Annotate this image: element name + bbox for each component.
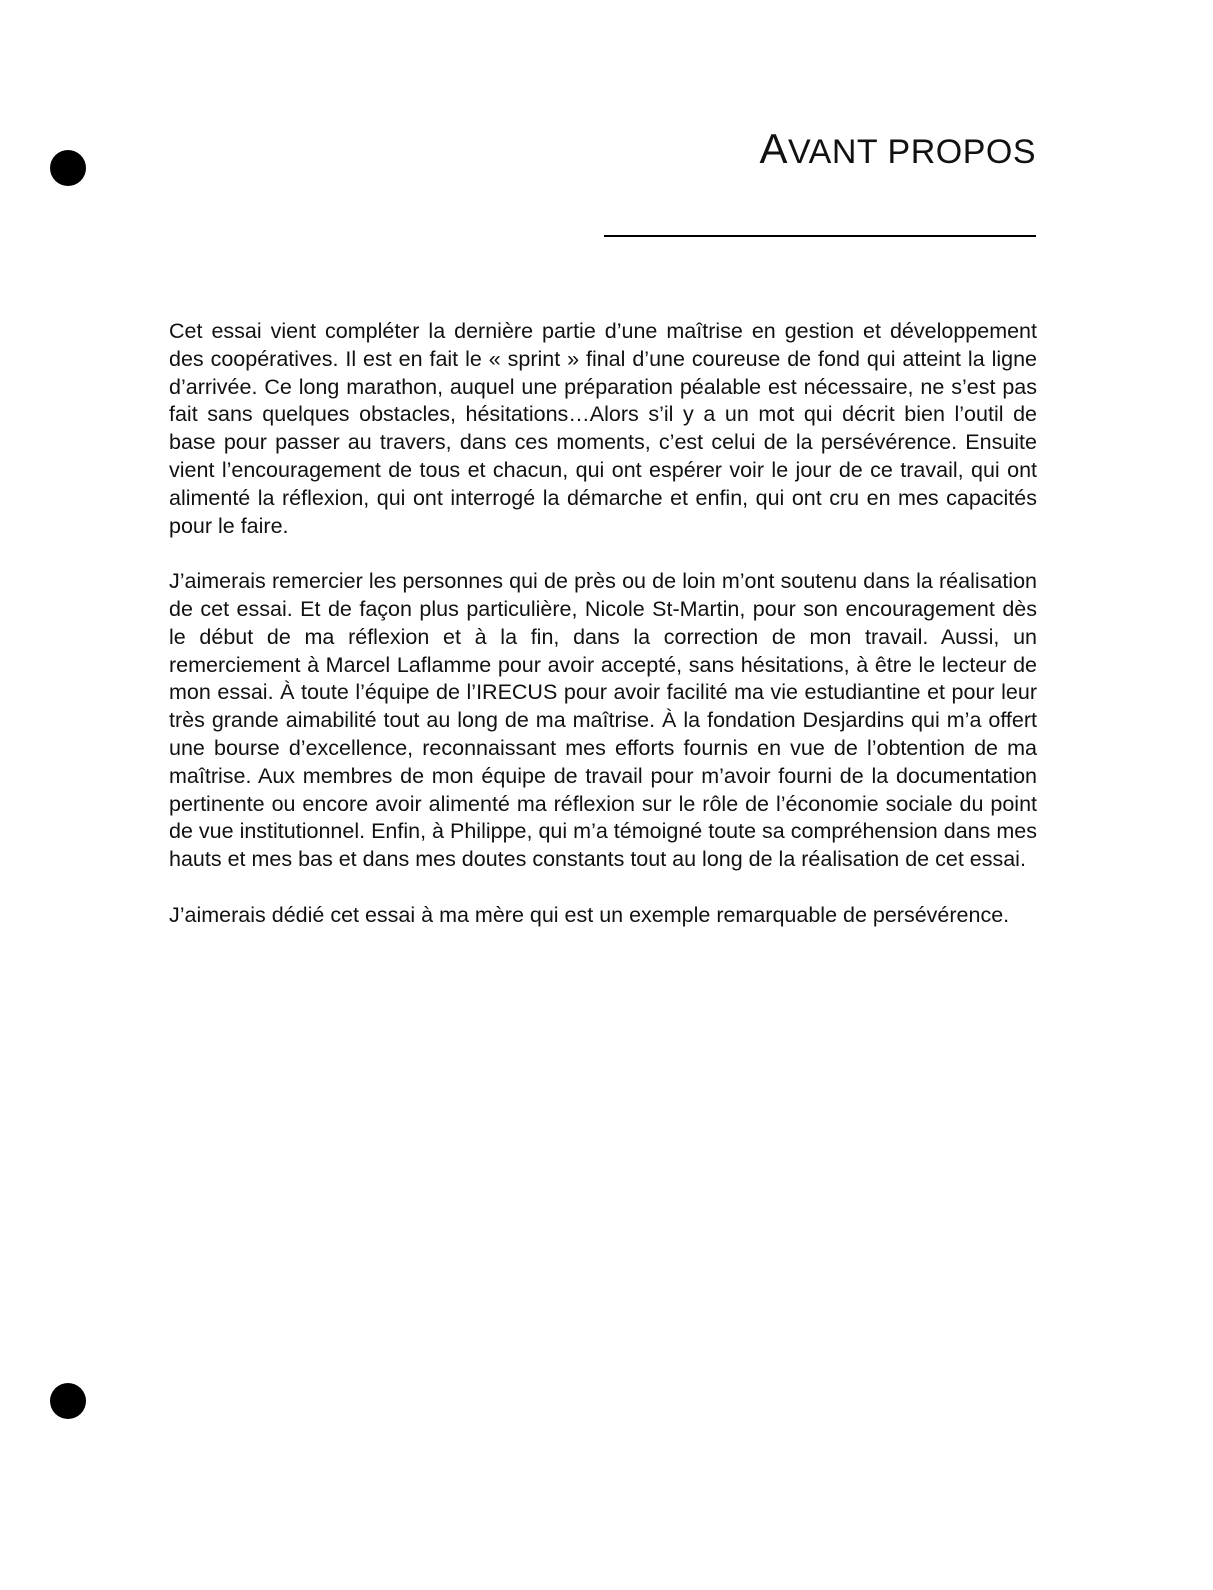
paragraph-acknowledgements: J’aimerais remercier les personnes qui de près ou de loin m’ont soutenu dans la réalisation de cet essai. Et de façon plus particulière, Nicole St-Martin, pour son encouragement dès le début de ma réflexion et à la fin, dans la correction de mon travail. Aussi, un remerciement à Marcel Laflamme pour avoir accepté, sans hésitations, à être le lecteur de mon essai. À toute l’équipe de l’IRECUS pour avoir facilité ma vie estudiantine et pour leur très grande aimabilité tout au long de ma maîtrise. À la fondation Desjardins qui m’a offert une bourse d’excellence, reconnaissant mes efforts fournis en vue de l’obtention de ma maîtrise. Aux membres de mon équipe de travail pour m’avoir fourni de la documentation pertinente ou encore avoir alimenté ma réflexion sur le rôle de l’économie sociale du point de vue institutionnel. Enfin, à Philippe, qui m’a témoigné toute sa compréhension dans mes hauts et mes bas et dans mes doutes constants tout au long de la réalisation de cet essai. (169, 569, 1037, 872)
paragraph-dedication: J’aimerais dédié cet essai à ma mère qui est un exemple remarquable de persévérence. (169, 902, 1010, 927)
binder-hole-bottom (50, 1383, 86, 1419)
page-title-rest: VANT PROPOS (788, 133, 1036, 171)
body-text (169, 318, 1037, 957)
binder-hole-top (50, 150, 86, 186)
page-title-first-letter: A (759, 125, 789, 172)
page-title (759, 125, 1036, 172)
title-underline (604, 235, 1036, 237)
paragraph-intro: Cet essai vient compléter la dernière partie d’une maîtrise en gestion et développement des coopératives. Il est en fait le « sprint » final d’une coureuse de fond qui atteint la ligne d’arrivée. Ce long marathon, auquel une préparation péalable est nécessaire, ne s’est pas fait sans quelques obstacles, hésitations…Alors s’il y a un mot qui décrit bien l’outil de base pour passer au travers, dans ces moments, c’est celui de la persévérence. Ensuite vient l’encouragement de tous et chacun, qui ont espérer voir le jour de ce travail, qui ont alimenté la réflexion, qui ont interrogé la démarche et enfin, qui ont cru en mes capacités pour le faire. (169, 319, 1037, 538)
